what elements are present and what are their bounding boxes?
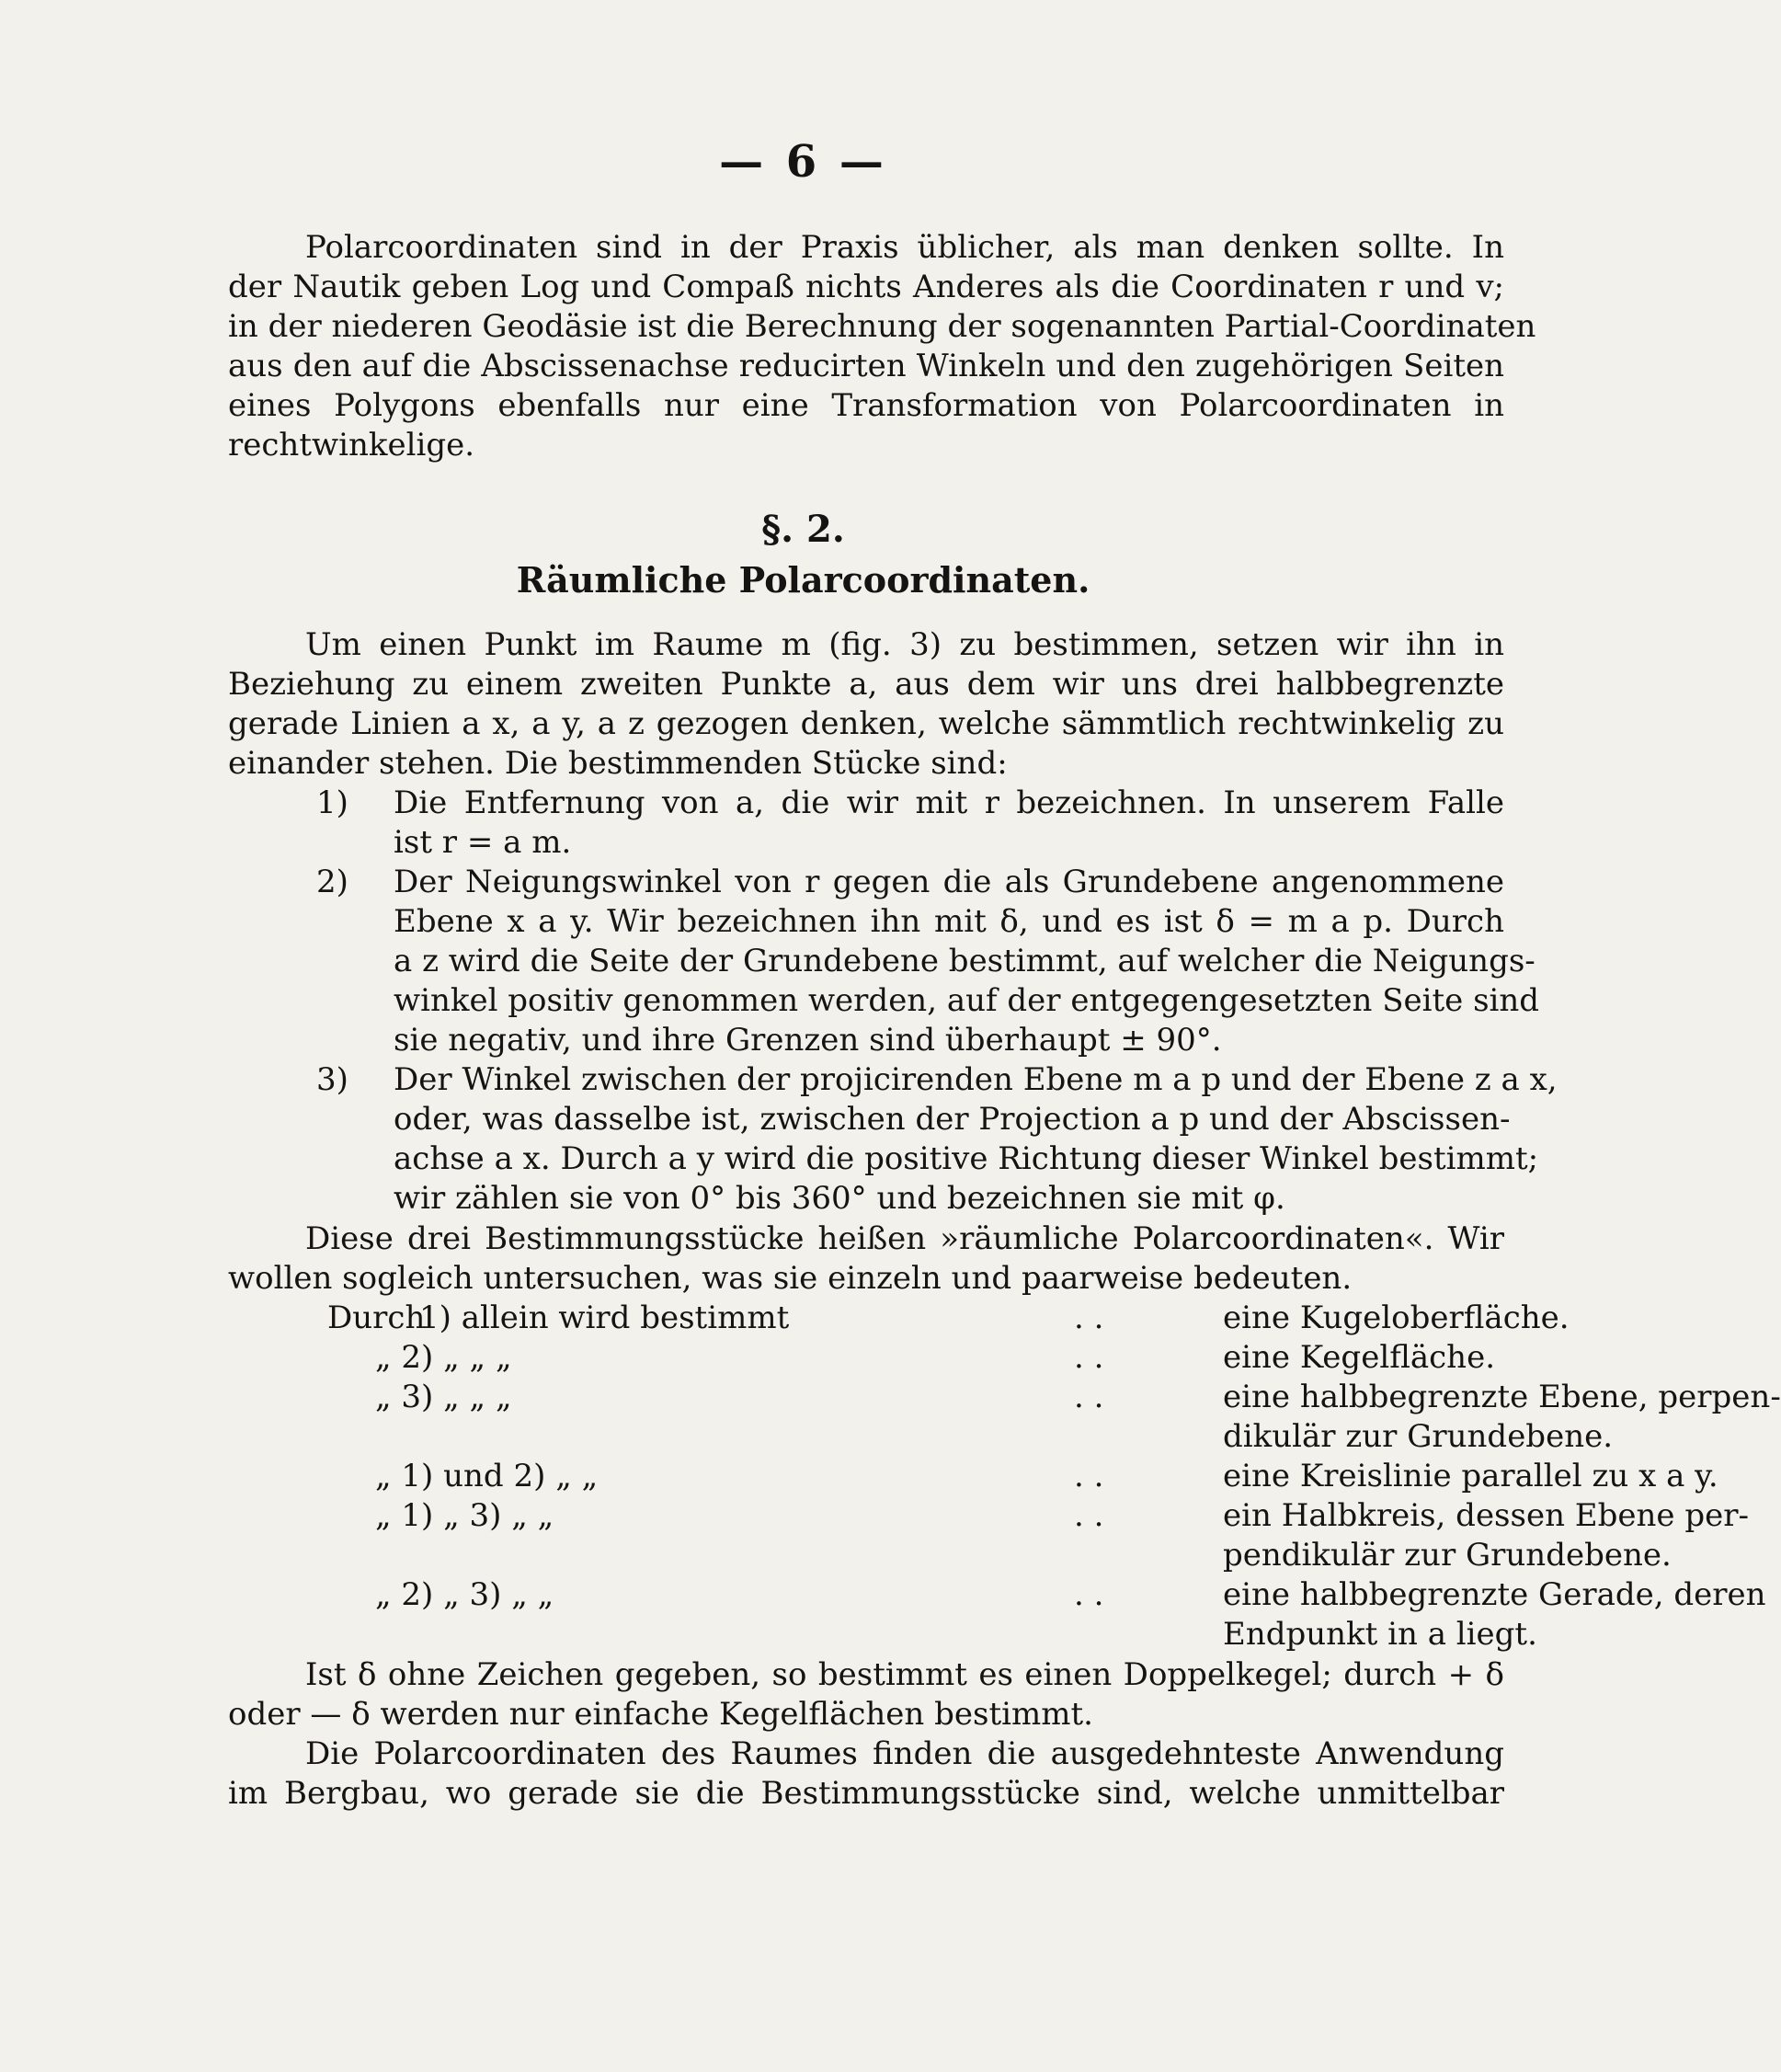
table-row: [228, 1457, 1718, 1496]
section-title: Räumliche Polarcoordinaten.: [516, 559, 1090, 601]
row-lead: Durch: [327, 1299, 426, 1336]
row-dots: . .: [1074, 1497, 1104, 1534]
row-condition: „ 2) „ 3) „ „: [375, 1576, 554, 1613]
text-line: gerade Linien a x, a y, a z gezogen denken, welche sämmtlich rechtwinkelig zu: [228, 705, 1504, 742]
text-line: ist r = a m.: [394, 824, 572, 861]
text-line: eines Polygons ebenfalls nur eine Transformation von Polarcoordinaten in: [228, 387, 1504, 424]
paragraph-mining: [228, 1734, 1504, 1814]
text-line: Ist δ ohne Zeichen gegeben, so bestimmt es einen Doppelkegel; durch + δ: [305, 1656, 1504, 1693]
table-row: [228, 1378, 1781, 1417]
combination-table: [228, 1299, 1781, 1654]
page-number: — 6 —: [719, 136, 887, 188]
text-line: Die Entfernung von a, die wir mit r bezeichnen. In unserem Falle: [394, 784, 1504, 821]
intro-paragraph: [228, 228, 1536, 465]
row-result: eine Kreislinie parallel zu x a y.: [1223, 1458, 1718, 1494]
paragraph-intro-combinations: [228, 1219, 1504, 1299]
row-result: eine Kugeloberfläche.: [1223, 1299, 1570, 1336]
text-line: einander stehen. Die bestimmenden Stücke sind:: [228, 745, 1008, 782]
section-number: §. 2.: [761, 508, 845, 551]
text-line: Diese drei Bestimmungsstücke heißen »räumliche Polarcoordinaten«. Wir: [305, 1220, 1504, 1257]
text-line: oder, was dasselbe ist, zwischen der Projection a p und der Abscissen-: [394, 1101, 1511, 1138]
text-line: im Bergbau, wo gerade sie die Bestimmungsstücke sind, welche unmittelbar: [228, 1775, 1504, 1812]
row-dots: . .: [1074, 1576, 1104, 1613]
list-item-3: [228, 1060, 1558, 1219]
text-line: Um einen Punkt im Raume m (fig. 3) zu bestimmen, setzen wir ihn in: [305, 626, 1504, 663]
row-result: Endpunkt in a liegt.: [1223, 1616, 1537, 1653]
text-line: aus den auf die Abscissenachse reducirten Winkeln und den zugehörigen Seiten: [228, 348, 1504, 384]
paragraph-double-cone: [228, 1655, 1504, 1734]
list-item-number: 2): [316, 864, 348, 900]
text-line: Ebene x a y. Wir bezeichnen ihn mit δ, und es ist δ = m a p. Durch: [394, 903, 1504, 940]
text-line: Der Neigungswinkel von r gegen die als Grundebene angenommene: [394, 864, 1504, 900]
list-item-number: 1): [316, 784, 348, 821]
row-result: ein Halbkreis, dessen Ebene per-: [1223, 1497, 1749, 1534]
text-line: wollen sogleich untersuchen, was sie einzeln und paarweise bedeuten.: [228, 1260, 1353, 1297]
text-line: Der Winkel zwischen der projicirenden Ebene m a p und der Ebene z a x,: [394, 1061, 1558, 1098]
enumerated-list: [228, 784, 1558, 1219]
text-line: rechtwinkelige.: [228, 427, 475, 464]
table-row: [228, 1575, 1766, 1615]
text-line: a z wird die Seite der Grundebene bestimmt, auf welcher die Neigungs-: [394, 943, 1536, 979]
row-result: pendikulär zur Grundebene.: [1223, 1537, 1672, 1574]
text-line: der Nautik geben Log und Compaß nichts Anderes als die Coordinaten r und v;: [228, 269, 1504, 305]
text-line: Die Polarcoordinaten des Raumes finden die ausgedehnteste Anwendung: [305, 1735, 1504, 1772]
text-line: sie negativ, und ihre Grenzen sind überhaupt ± 90°.: [394, 1022, 1222, 1059]
paragraph-definition: [228, 625, 1504, 784]
table-row-continuation: [228, 1536, 1672, 1575]
row-result: eine halbbegrenzte Gerade, deren: [1223, 1576, 1766, 1613]
table-row: [228, 1299, 1570, 1338]
row-dots: . .: [1074, 1339, 1104, 1376]
text-line: Polarcoordinaten sind in der Praxis üblicher, als man denken sollte. In: [305, 229, 1504, 266]
table-row-continuation: [228, 1615, 1537, 1654]
row-condition: 1) allein wird bestimmt: [419, 1299, 790, 1336]
row-condition: „ 2) „ „ „: [375, 1339, 512, 1376]
list-item-1: [228, 784, 1504, 863]
row-dots: . .: [1074, 1379, 1104, 1415]
row-result: dikulär zur Grundebene.: [1223, 1418, 1614, 1455]
list-item-2: [228, 863, 1540, 1060]
row-dots: . .: [1074, 1299, 1104, 1336]
row-condition: „ 1) und 2) „ „: [375, 1458, 599, 1494]
text-line: Beziehung zu einem zweiten Punkte a, aus dem wir uns drei halbbegrenzte: [228, 666, 1504, 703]
text-line: wir zählen sie von 0° bis 360° und bezeichnen sie mit φ.: [394, 1180, 1285, 1217]
row-result: eine Kegelfläche.: [1223, 1339, 1496, 1376]
text-line: winkel positiv genommen werden, auf der entgegengesetzten Seite sind: [394, 982, 1540, 1019]
text-line: achse a x. Durch a y wird die positive Richtung dieser Winkel bestimmt;: [394, 1140, 1539, 1177]
table-row-continuation: [228, 1417, 1614, 1457]
row-condition: „ 1) „ 3) „ „: [375, 1497, 554, 1534]
row-result: eine halbbegrenzte Ebene, perpen-: [1223, 1379, 1781, 1415]
table-row: [228, 1338, 1504, 1378]
text-line: in der niederen Geodäsie ist die Berechnung der sogenannten Partial-Coordinaten: [228, 308, 1536, 345]
list-item-number: 3): [316, 1061, 348, 1098]
row-condition: „ 3) „ „ „: [375, 1379, 512, 1415]
text-line: oder — δ werden nur einfache Kegelflächen bestimmt.: [228, 1696, 1093, 1733]
row-dots: . .: [1074, 1458, 1104, 1494]
table-row: [228, 1496, 1749, 1536]
